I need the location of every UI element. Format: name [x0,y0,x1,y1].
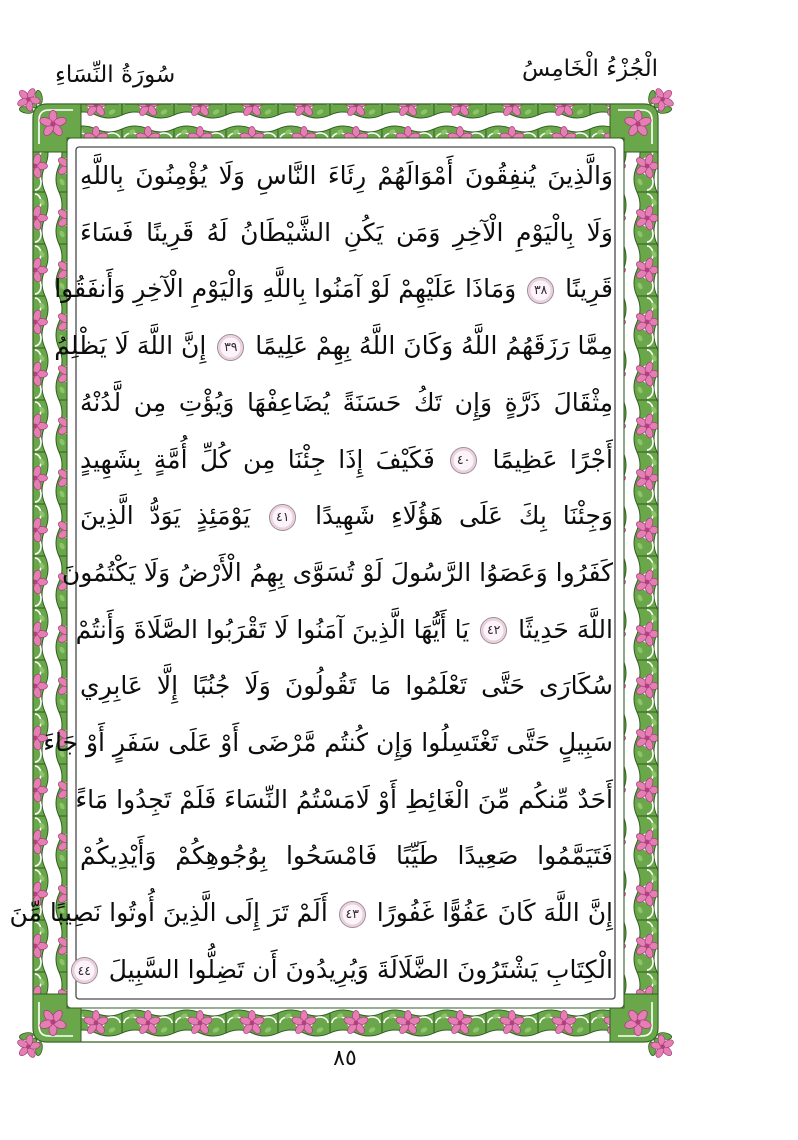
quran-text-segment: سَبِيلٍ حَتَّى تَغْتَسِلُوا وَإِن كُنتُم مَّرْضَى أَوْ عَلَى سَفَرٍ أَوْ جَاءَ [43,728,613,758]
quran-line [80,434,613,486]
quran-line [75,604,613,656]
juz-title: الْجُزْءُ الْخَامِسُ [522,56,658,82]
quran-text-segment: يَا أَيُّهَا الَّذِينَ آمَنُوا لَا تَقْرَبُوا الصَّلَاةَ وَأَنتُمْ [75,614,470,644]
quran-text-segment: وَمَاذَا عَلَيْهِمْ لَوْ آمَنُوا بِاللَّهِ وَالْيَوْمِ الْآخِرِ وَأَنفَقُوا [54,274,517,304]
ayah-end-marker: ٣٨ [527,277,554,304]
quran-text-segment: فَكَيْفَ إِذَا جِئْنَا مِن كُلِّ أُمَّةٍ بِشَهِيدٍ [80,444,435,474]
quran-line [80,660,613,712]
quran-text-segment: إِنَّ اللَّهَ لَا يَظْلِمُ [54,331,207,361]
ayah-end-marker: ٤٤ [71,957,98,984]
quran-line [54,263,613,315]
quran-text-segment: وَجِئْنَا بِكَ عَلَى هَؤُلَاءِ شَهِيدًا [315,501,613,531]
ayah-end-marker: ٤١ [269,504,296,531]
quran-text-segment: قَرِينًا [565,274,613,304]
quran-text-segment: يَوْمَئِذٍ يَوَدُّ الَّذِينَ [80,501,251,531]
ayah-end-marker: ٤٢ [480,617,507,644]
ayah-end-marker: ٤٠ [450,447,477,474]
quran-line [80,377,613,429]
page-number: ٨٥ [333,1046,357,1071]
quran-text-segment: اللَّهَ حَدِيثًا [518,614,613,644]
quran-text-segment: الْكِتَابِ يَشْتَرُونَ الضَّلَالَةَ وَيُرِيدُونَ أَن تَضِلُّوا السَّبِيلَ [108,954,613,984]
ayah-end-marker: ٣٩ [217,334,244,361]
quran-text-segment: مِمَّا رَزَقَهُمُ اللَّهُ وَكَانَ اللَّهُ بِهِمْ عَلِيمًا [255,331,613,361]
quran-line [80,830,613,882]
quran-line [80,490,613,542]
quran-text-segment: مِثْقَالَ ذَرَّةٍ وَإِن تَكُ حَسَنَةً يُضَاعِفْهَا وَيُؤْتِ مِن لَّدُنْهُ [80,387,613,417]
quran-line [77,944,613,996]
quran-text-segment: وَالَّذِينَ يُنفِقُونَ أَمْوَالَهُمْ رِئَاءَ النَّاسِ وَلَا يُؤْمِنُونَ بِاللَّهِ [80,161,613,190]
quran-line [61,547,613,599]
quran-text-segment: سُكَارَى حَتَّى تَعْلَمُوا مَا تَقُولُونَ وَلَا جُنُبًا إِلَّا عَابِرِي [80,671,613,701]
quran-text-segment: أَحَدٌ مِّنكُم مِّنَ الْغَائِطِ أَوْ لَامَسْتُمُ النِّسَاءَ فَلَمْ تَجِدُوا مَاءً [75,784,613,814]
quran-text-segment: أَلَمْ تَرَ إِلَى الَّذِينَ أُوتُوا نَصِيبًا مِّنَ [9,898,328,928]
surah-title: سُورَةُ النِّسَاءِ [55,62,176,88]
quran-line [9,887,613,939]
quran-text-segment: فَتَيَمَّمُوا صَعِيدًا طَيِّبًا فَامْسَحُوا بِوُجُوهِكُمْ وَأَيْدِيكُمْ [80,841,613,871]
quran-line [54,320,613,372]
quran-line [80,150,613,202]
quran-text-segment: أَجْرًا عَظِيمًا [492,444,613,474]
quran-text-segment: كَفَرُوا وَعَصَوُا الرَّسُولَ لَوْ تُسَوَّى بِهِمُ الْأَرْضُ وَلَا يَكْتُمُونَ [61,557,613,587]
quran-text-segment: وَلَا بِالْيَوْمِ الْآخِرِ وَمَن يَكُنِ الشَّيْطَانُ لَهُ قَرِينًا فَسَاءَ [80,217,613,247]
quran-text-segment: إِنَّ اللَّهَ كَانَ عَفُوًّا غَفُورًا [376,898,613,928]
quran-line [75,774,613,826]
quran-text-area [9,150,613,996]
quran-line [80,207,613,259]
quran-line [43,717,613,769]
ayah-end-marker: ٤٣ [339,901,366,928]
